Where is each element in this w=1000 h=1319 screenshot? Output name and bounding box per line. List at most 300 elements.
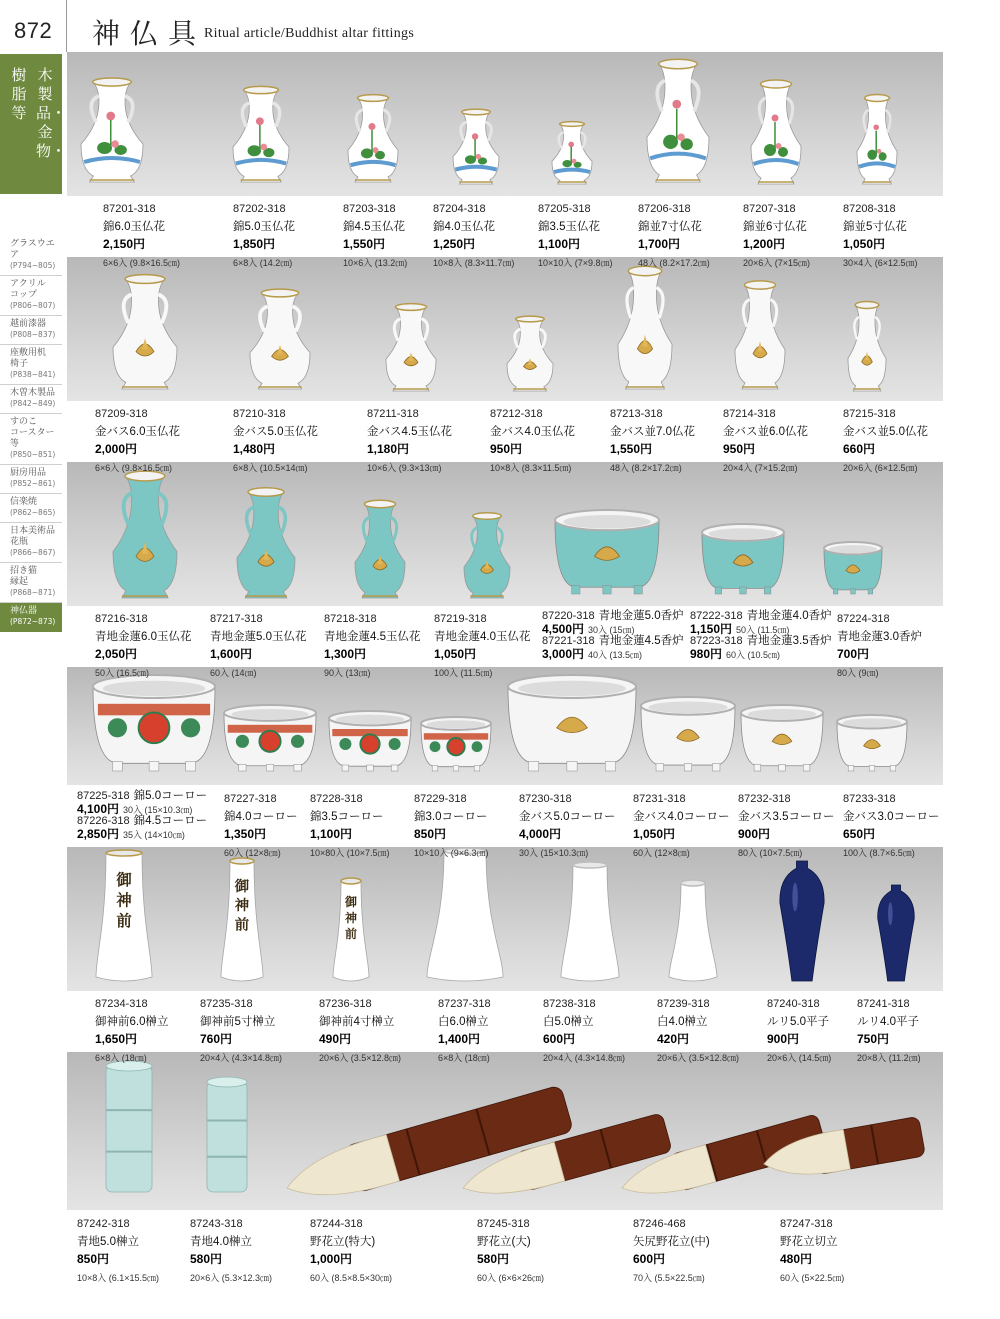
product-name: 錦並5寸仏花: [843, 221, 907, 233]
incense-burner-image: [837, 715, 907, 771]
product-price: 2,000円: [95, 442, 138, 456]
product-caption: [210, 609, 307, 681]
sidebar-item-label: 越前漆器: [10, 319, 47, 329]
product-name: 金バス6.0玉仏花: [95, 426, 180, 438]
product-spec: 20×4入 (4.3×14.8㎝): [543, 1053, 626, 1063]
product-caption: [780, 1214, 844, 1286]
product-caption: [743, 199, 810, 271]
product-code: 87231-318: [633, 793, 686, 805]
product-caption: [310, 1214, 392, 1286]
product-caption: [690, 609, 832, 637]
product-spec: 20×6入 (14.5㎝): [767, 1053, 832, 1063]
product-name: 錦4.5コーロー: [133, 815, 208, 827]
sakaki-stand-image: [561, 862, 619, 981]
flower-vase-image: [857, 95, 897, 184]
flower-vase-image: [386, 304, 436, 391]
product-price: 700円: [837, 647, 870, 661]
product-price: 600円: [543, 1032, 576, 1046]
product-code: 87224-318: [837, 613, 890, 625]
sidebar-item[interactable]: [0, 276, 62, 316]
flower-vase-image: [113, 471, 177, 598]
product-code: 87203-318: [343, 203, 396, 215]
product-code: 87201-318: [103, 203, 156, 215]
product-price: 1,050円: [843, 237, 886, 251]
product-spec: 30×4入 (6×12.5㎝): [843, 258, 918, 268]
product-code: 87228-318: [310, 793, 363, 805]
sidebar-item-pages: (P850~851): [10, 450, 56, 459]
product-spec: 20×6入 (7×15㎝): [743, 258, 811, 268]
row2-product-photos: [67, 257, 943, 401]
product-name: 錦4.0玉仏花: [433, 221, 495, 233]
product-price: 1,050円: [633, 827, 676, 841]
product-spec: 80入 (9㎝): [837, 668, 879, 678]
bamboo-stand-image: [207, 1077, 247, 1192]
product-code: 87226-318: [77, 815, 130, 827]
product-code: 87220-318: [542, 610, 595, 622]
shrine-inscription: 御: [344, 895, 358, 909]
product-caption: [837, 609, 922, 681]
product-spec: 20×4入 (4.3×14.8㎝): [200, 1053, 283, 1063]
product-spec: 60入 (5×22.5㎝): [780, 1273, 845, 1283]
product-caption: [438, 994, 491, 1066]
sidebar-item-pages: (P808~837): [10, 330, 56, 339]
shrine-inscription: 御: [234, 878, 250, 895]
product-price: 490円: [319, 1032, 352, 1046]
product-price: 580円: [477, 1252, 510, 1266]
product-caption: [95, 994, 169, 1066]
product-spec: 6×6入 (9.8×16.5㎝): [103, 258, 181, 268]
product-price: 4,500円: [542, 622, 585, 636]
sidebar-item-pages: (P842~849): [10, 399, 56, 408]
product-spec: 48入 (8.2×17.2㎝): [638, 258, 710, 268]
incense-burner-image: [555, 510, 659, 594]
flower-vase-image: [751, 80, 801, 184]
product-name: 錦4.5玉仏花: [343, 221, 405, 233]
shrine-inscription: 前: [344, 927, 358, 941]
sakaki-stand-image: [96, 850, 152, 981]
product-code: 87241-318: [857, 998, 910, 1010]
nobana-stand-image: [280, 1085, 573, 1210]
product-price: 1,180円: [367, 442, 410, 456]
product-code: 87212-318: [490, 408, 543, 420]
product-name: 青地5.0榊立: [77, 1236, 139, 1248]
sakaki-stand-image: [333, 878, 369, 981]
product-name: 金バス5.0玉仏花: [233, 426, 318, 438]
product-caption: [738, 789, 835, 861]
product-name: 野花立切立: [780, 1236, 838, 1248]
product-name: 御神前6.0榊立: [95, 1016, 169, 1028]
product-spec: 20×6入 (6×12.5㎝): [843, 463, 918, 473]
product-name: 金バス4.0玉仏花: [490, 426, 575, 438]
product-spec: 6×8入 (18㎝): [438, 1053, 490, 1063]
page-number: 872: [14, 18, 53, 43]
product-price: 600円: [633, 1252, 666, 1266]
product-price: 4,100円: [77, 802, 120, 816]
product-caption: [103, 199, 180, 271]
sidebar-item-label: 招き猫 縁起: [10, 566, 38, 587]
incense-burner-image: [641, 697, 735, 771]
product-caption: [690, 634, 832, 662]
photo-panel-6: [67, 1052, 943, 1210]
sakaki-stand-image: [669, 880, 717, 981]
product-spec: 60入 (6×6×26㎝): [477, 1273, 545, 1283]
product-price: 660円: [843, 442, 876, 456]
product-price: 420円: [657, 1032, 690, 1046]
product-code: 87247-318: [780, 1218, 833, 1230]
product-price: 1,100円: [538, 237, 581, 251]
product-spec: 10×10入 (7×9.8㎝): [538, 258, 613, 268]
product-price: 850円: [77, 1252, 110, 1266]
row3-product-photos: [67, 462, 943, 606]
product-name: ルリ4.0平子: [857, 1016, 919, 1028]
product-price: 1,100円: [310, 827, 353, 841]
product-spec: 20×8入 (11.2㎝): [857, 1053, 921, 1063]
product-price: 900円: [738, 827, 771, 841]
product-price: 1,400円: [438, 1032, 481, 1046]
product-caption: [190, 1214, 272, 1286]
product-name: 錦並6寸仏花: [743, 221, 807, 233]
product-caption: [414, 789, 489, 861]
product-name: 野花立(特大): [310, 1236, 376, 1248]
product-code: 87205-318: [538, 203, 591, 215]
incense-burner-image: [741, 705, 823, 771]
sidebar-item-pages: (P838~841): [10, 370, 56, 379]
product-spec: 60入 (12×8㎝): [224, 848, 281, 858]
product-spec: 20×6入 (3.5×12.8㎝): [657, 1053, 740, 1063]
product-price: 2,150円: [103, 237, 146, 251]
product-spec: 20×4入 (7×15.2㎝): [723, 463, 798, 473]
sidebar-item[interactable]: [0, 385, 62, 414]
product-name: 青地金蓮4.0香炉: [746, 610, 832, 622]
product-caption: [233, 404, 318, 476]
product-code: 87232-318: [738, 793, 791, 805]
product-caption: [367, 404, 452, 476]
sidebar-item-label: 神仏器: [10, 606, 38, 616]
product-spec: 20×6入 (5.3×12.3㎝): [190, 1273, 273, 1283]
category-tab[interactable]: [0, 54, 67, 194]
product-code: 87229-318: [414, 793, 467, 805]
product-spec: 10×6入 (13.2㎝): [343, 258, 408, 268]
sidebar-item[interactable]: [0, 236, 62, 276]
product-code: 87202-318: [233, 203, 286, 215]
product-spec: 10×8入 (8.3×11.5㎝): [490, 463, 572, 473]
sidebar-item[interactable]: [0, 603, 62, 632]
product-price: 1,650円: [95, 1032, 138, 1046]
product-name: 錦3.0コーロー: [414, 811, 488, 823]
product-code: 87234-318: [95, 998, 148, 1010]
product-name: 白4.0榊立: [657, 1016, 708, 1028]
flower-vase-image: [735, 281, 785, 389]
product-price: 950円: [723, 442, 756, 456]
product-caption: [633, 1214, 710, 1286]
product-code: 87240-318: [767, 998, 820, 1010]
product-caption: [857, 994, 921, 1066]
sidebar-item[interactable]: [0, 494, 62, 523]
photo-panel-1: [67, 52, 943, 196]
sidebar-item-label: アクリル コップ: [10, 279, 46, 300]
product-name: 金バス3.5コーロー: [738, 811, 835, 823]
incense-burner-image: [508, 675, 636, 771]
product-spec: 70入 (5.5×22.5㎝): [633, 1273, 705, 1283]
product-code: 87242-318: [77, 1218, 130, 1230]
product-code: 87239-318: [657, 998, 710, 1010]
product-price: 1,600円: [210, 647, 253, 661]
product-code: 87209-318: [95, 408, 148, 420]
product-name: 錦4.0コーロー: [224, 811, 298, 823]
product-code: 87245-318: [477, 1218, 530, 1230]
shrine-inscription: 前: [234, 916, 250, 934]
product-caption: [310, 789, 390, 861]
product-name: 白6.0榊立: [438, 1016, 489, 1028]
product-spec: 10×10入 (9×6.3㎝): [414, 848, 489, 858]
product-code: 87236-318: [319, 998, 372, 1010]
shrine-inscription: 神: [234, 897, 250, 915]
sidebar-item[interactable]: [0, 414, 62, 465]
product-caption: [77, 1214, 159, 1286]
product-caption: [77, 814, 207, 842]
product-spec: 6×6入 (9.8×16.5㎝): [95, 463, 173, 473]
product-spec: 100入 (11.5㎝): [434, 668, 493, 678]
product-spec: 60入 (10.5㎝): [726, 650, 781, 660]
flower-vase-image: [848, 302, 886, 391]
product-price: 950円: [490, 442, 523, 456]
flower-vase-image: [81, 78, 143, 182]
flower-vase-image: [618, 266, 672, 389]
flower-vase-image: [453, 109, 499, 184]
photo-panel-4: [67, 667, 943, 785]
product-spec: 48入 (8.2×17.2㎝): [610, 463, 682, 473]
product-name: 青地金蓮6.0玉仏花: [95, 631, 192, 643]
product-price: 1,550円: [343, 237, 386, 251]
product-caption: [843, 789, 940, 861]
product-caption: [638, 199, 710, 271]
product-code: 87206-318: [638, 203, 691, 215]
product-spec: 10×8入 (8.3×11.7㎝): [433, 258, 515, 268]
product-code: 87219-318: [434, 613, 487, 625]
incense-burner-image: [224, 705, 316, 771]
product-caption: [538, 199, 613, 271]
product-code: 87221-318: [542, 635, 595, 647]
heishi-bottle-image: [878, 885, 915, 981]
sidebar-item-pages: (P852~861): [10, 479, 56, 488]
product-price: 1,550円: [610, 442, 653, 456]
photo-panel-2: [67, 257, 943, 401]
product-spec: 30入 (15×10.3㎝): [519, 848, 589, 858]
product-price: 4,000円: [519, 827, 562, 841]
product-caption: [543, 994, 625, 1066]
product-spec: 6×8入 (10.5×14㎝): [233, 463, 308, 473]
product-spec: 60入 (8.5×8.5×30㎝): [310, 1273, 393, 1283]
incense-burner-image: [93, 675, 215, 771]
row6-product-photos: [67, 1052, 943, 1210]
shrine-inscription: 御: [116, 871, 132, 889]
product-caption: [343, 199, 407, 271]
product-caption: [200, 994, 282, 1066]
product-price: 650円: [843, 827, 876, 841]
product-price: 1,850円: [233, 237, 276, 251]
product-name: 金バス並5.0仏花: [843, 426, 928, 438]
product-caption: [433, 199, 514, 271]
sidebar-item-label: 座敷用机 椅子: [10, 348, 47, 369]
product-name: 青地金蓮3.5香炉: [746, 635, 832, 647]
flower-vase-image: [113, 275, 177, 389]
sidebar-index: [0, 236, 62, 632]
sidebar-item-pages: (P862~865): [10, 508, 56, 517]
product-price: 1,350円: [224, 827, 267, 841]
product-spec: 30入 (15㎝): [588, 625, 635, 635]
product-caption: [843, 199, 918, 271]
sidebar-item-label: グラスウエア: [10, 239, 55, 260]
product-name: 青地金蓮5.0香炉: [598, 610, 684, 622]
category-tab-line-1: 木製品・金物・: [36, 66, 67, 160]
sidebar-item[interactable]: [0, 345, 62, 385]
product-name: 青地4.0榊立: [190, 1236, 252, 1248]
sidebar-item[interactable]: [0, 563, 62, 603]
sidebar-item[interactable]: [0, 465, 62, 494]
incense-burner-image: [702, 524, 784, 594]
flower-vase-image: [250, 289, 310, 389]
product-price: 980円: [690, 647, 723, 661]
product-name: 金バス4.5玉仏花: [367, 426, 452, 438]
product-spec: 50入 (11.5㎝): [736, 625, 790, 635]
sidebar-item-pages: (P806~807): [10, 301, 56, 310]
flower-vase-image: [355, 500, 405, 598]
photo-panel-5: [67, 847, 943, 991]
product-code: 87227-318: [224, 793, 277, 805]
sidebar-item-label: 信楽焼: [10, 497, 38, 507]
product-name: 錦3.5玉仏花: [538, 221, 600, 233]
product-code: 87235-318: [200, 998, 253, 1010]
bamboo-stand-image: [106, 1061, 152, 1192]
product-code: 87211-318: [367, 408, 419, 420]
product-price: 2,850円: [77, 827, 120, 841]
product-caption: [767, 994, 831, 1066]
row1-product-photos: [67, 52, 943, 196]
product-spec: 30入 (15×10.3㎝): [123, 805, 193, 815]
product-code: 87204-318: [433, 203, 486, 215]
product-code: 87222-318: [690, 610, 743, 622]
product-price: 750円: [857, 1032, 890, 1046]
sidebar-item-label: すのこ コースター等: [10, 417, 55, 449]
heishi-bottle-image: [780, 861, 824, 981]
photo-panel-3: [67, 462, 943, 606]
flower-vase-image: [647, 59, 709, 182]
product-caption: [519, 789, 616, 861]
flower-vase-image: [348, 95, 398, 182]
shrine-inscription: 神: [344, 911, 358, 925]
product-name: 青地金蓮4.5香炉: [598, 635, 684, 647]
sidebar-item-label: 厨房用品: [10, 468, 47, 478]
product-code: 87210-318: [233, 408, 286, 420]
product-caption: [95, 609, 192, 681]
product-name: 白5.0榊立: [543, 1016, 594, 1028]
product-price: 900円: [767, 1032, 800, 1046]
product-caption: [633, 789, 730, 861]
product-name: 野花立(大): [477, 1236, 531, 1248]
product-caption: [542, 609, 684, 637]
product-price: 1,250円: [433, 237, 476, 251]
product-caption: [224, 789, 298, 861]
product-caption: [233, 199, 295, 271]
product-caption: [324, 609, 421, 681]
product-spec: 80入 (10×7.5㎝): [738, 848, 803, 858]
flower-vase-image: [552, 122, 592, 184]
sidebar-item-pages: (P868~871): [10, 588, 56, 597]
product-price: 760円: [200, 1032, 233, 1046]
product-code: 87243-318: [190, 1218, 243, 1230]
product-spec: 60入 (14㎝): [210, 668, 257, 678]
product-spec: 50入 (16.5㎝): [95, 668, 150, 678]
product-price: 850円: [414, 827, 447, 841]
product-code: 87238-318: [543, 998, 596, 1010]
product-price: 1,700円: [638, 237, 681, 251]
product-price: 480円: [780, 1252, 813, 1266]
product-spec: 10×80入 (10×7.5㎝): [310, 848, 390, 858]
product-code: 87207-318: [743, 203, 796, 215]
shrine-inscription: 神: [116, 891, 132, 910]
sidebar-item[interactable]: [0, 523, 62, 563]
product-price: 580円: [190, 1252, 223, 1266]
product-name: 錦6.0玉仏花: [103, 221, 165, 233]
sakaki-stand-image: [221, 858, 263, 981]
product-code: 87213-318: [610, 408, 663, 420]
product-spec: 100入 (8.7×6.5㎝): [843, 848, 915, 858]
sidebar-item[interactable]: [0, 316, 62, 345]
product-name: 御神前5寸榊立: [200, 1016, 276, 1028]
row4-product-photos: [67, 667, 943, 785]
product-caption: [542, 634, 684, 662]
product-caption: [95, 404, 180, 476]
product-spec: 6×8入 (18㎝): [95, 1053, 147, 1063]
product-code: 87237-318: [438, 998, 491, 1010]
product-name: ルリ5.0平子: [767, 1016, 829, 1028]
row5-product-photos: [67, 847, 943, 991]
product-name: 青地金蓮4.0玉仏花: [434, 631, 531, 643]
product-caption: [77, 789, 207, 817]
product-spec: 10×8入 (6.1×15.5㎝): [77, 1273, 160, 1283]
product-name: 錦5.0玉仏花: [233, 221, 295, 233]
flower-vase-image: [233, 86, 289, 182]
product-code: 87208-318: [843, 203, 896, 215]
incense-burner-image: [824, 542, 882, 594]
category-tab-line-0: 樹脂等: [11, 66, 27, 122]
product-name: 金バス4.0コーロー: [633, 811, 730, 823]
product-code: 87233-318: [843, 793, 896, 805]
product-name: 金バス並6.0仏花: [723, 426, 808, 438]
product-code: 87223-318: [690, 635, 743, 647]
product-caption: [319, 994, 401, 1066]
sidebar-item-label: 日本美術品 花瓶: [10, 526, 56, 547]
product-price: 1,200円: [743, 237, 786, 251]
product-name: 青地金蓮4.5玉仏花: [324, 631, 421, 643]
product-price: 1,000円: [310, 1252, 353, 1266]
product-caption: [657, 994, 739, 1066]
product-code: 87217-318: [210, 613, 263, 625]
header-divider: [66, 0, 67, 52]
product-caption: [843, 404, 928, 476]
flower-vase-image: [507, 316, 553, 391]
product-code: 87230-318: [519, 793, 572, 805]
product-name: 錦並7寸仏花: [638, 221, 702, 233]
product-name: 青地金蓮3.0香炉: [837, 631, 922, 643]
product-code: 87246-468: [633, 1218, 686, 1230]
sidebar-item-label: 木曽木製品: [10, 388, 56, 398]
product-name: 金バス3.0コーロー: [843, 811, 940, 823]
product-price: 1,480円: [233, 442, 276, 456]
product-name: 金バス5.0コーロー: [519, 811, 616, 823]
page-subtitle: Ritual article/Buddhist altar fittings: [204, 26, 415, 41]
incense-burner-image: [329, 711, 411, 771]
